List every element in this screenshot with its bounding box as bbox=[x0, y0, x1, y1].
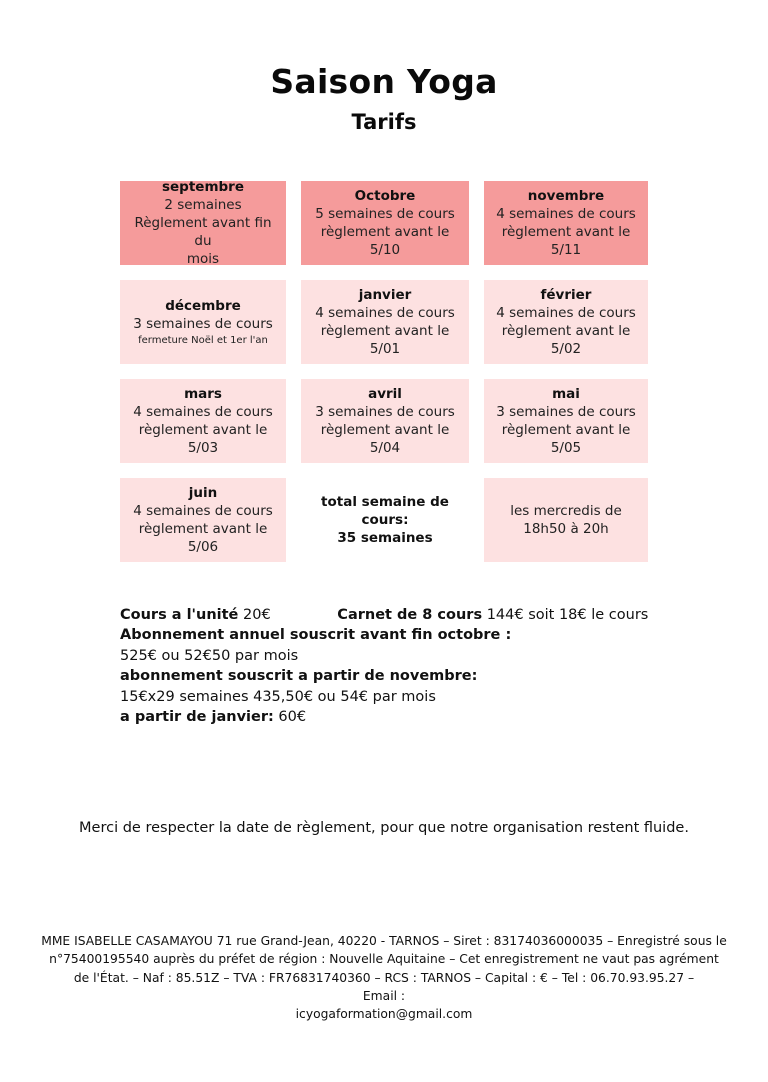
month-name: Octobre bbox=[354, 188, 416, 204]
price-line-november-value bbox=[120, 687, 720, 707]
weeks-count: 4 semaines de cours bbox=[496, 305, 636, 321]
month-card-mars bbox=[120, 379, 286, 463]
month-name: février bbox=[540, 287, 592, 303]
month-card-novembre bbox=[484, 181, 648, 265]
footer-email-label: Email : bbox=[362, 988, 406, 1003]
month-card-fevrier bbox=[484, 280, 648, 364]
footer-line: n°75400195540 auprès du préfet de région : Nouvelle Aquitaine – Cet enregistrement ne vaut pas agrément bbox=[49, 952, 719, 967]
month-card-septembre bbox=[120, 181, 286, 265]
month-card-octobre bbox=[301, 181, 469, 265]
payment-deadline: règlement avant le 5/02 bbox=[501, 323, 631, 357]
payment-deadline: règlement avant le 5/03 bbox=[138, 422, 268, 456]
payment-reminder: Merci de respecter la date de règlement, pour que notre organisation restent fluide. bbox=[79, 820, 689, 836]
closure-note: fermeture Noël et 1er l'an bbox=[138, 334, 268, 346]
payment-deadline-cont: mois bbox=[186, 251, 220, 267]
price-line-unit-carnet bbox=[120, 605, 720, 625]
weeks-count: 3 semaines de cours bbox=[133, 315, 273, 332]
month-name: mars bbox=[184, 386, 222, 402]
carnet-price-label: Carnet de 8 cours bbox=[337, 607, 483, 623]
weeks-count: 5 semaines de cours bbox=[315, 206, 455, 222]
page-title: Saison Yoga bbox=[270, 62, 498, 101]
month-name: décembre bbox=[165, 297, 241, 314]
weeks-count: 3 semaines de cours bbox=[496, 404, 636, 420]
january-price-value: 60€ bbox=[278, 709, 307, 726]
payment-deadline: règlement avant le 5/10 bbox=[320, 224, 450, 258]
annual-subscription-label: Abonnement annuel souscrit avant fin octobre : bbox=[120, 627, 512, 644]
total-label: total semaine de cours: bbox=[321, 494, 449, 528]
weeks-count: 4 semaines de cours bbox=[133, 404, 273, 420]
month-card-mai bbox=[484, 379, 648, 463]
month-name: septembre bbox=[161, 179, 244, 195]
payment-deadline: règlement avant le 5/04 bbox=[320, 422, 450, 456]
november-subscription-value: 15€x29 semaines 435,50€ ou 54€ par mois bbox=[120, 688, 436, 705]
weeks-count: 4 semaines de cours bbox=[496, 206, 636, 222]
january-price-label: a partir de janvier: bbox=[120, 709, 274, 726]
footer-line: de l'État. – Naf : 85.51Z – TVA : FR76831740360 – RCS : TARNOS – Capital : € – Tel : 06.70.93.95.27 – bbox=[73, 970, 695, 985]
weeks-count: 2 semaines bbox=[164, 197, 242, 213]
annual-subscription-value: 525€ ou 52€50 par mois bbox=[120, 647, 299, 664]
tarifs-grid bbox=[120, 181, 648, 562]
unit-price-label: Cours a l'unité bbox=[120, 607, 239, 623]
payment-deadline: règlement avant le 5/01 bbox=[320, 323, 450, 357]
weeks-count: 4 semaines de cours bbox=[133, 503, 273, 519]
weeks-count: 3 semaines de cours bbox=[315, 404, 455, 420]
schedule-card bbox=[484, 478, 648, 562]
payment-deadline: Règlement avant fin du bbox=[134, 215, 272, 249]
footer-email: icyogaformation@gmail.com bbox=[295, 1007, 473, 1022]
payment-deadline: règlement avant le 5/05 bbox=[501, 422, 631, 456]
month-name: janvier bbox=[358, 287, 412, 303]
schedule-time: 18h50 à 20h bbox=[523, 521, 609, 537]
schedule-day: les mercredis de bbox=[510, 503, 622, 519]
month-name: juin bbox=[188, 485, 218, 501]
month-name: avril bbox=[368, 386, 402, 402]
footer-line: MME ISABELLE CASAMAYOU 71 rue Grand-Jean, 40220 - TARNOS – Siret : 83174036000035 – Enregistré sous le bbox=[41, 934, 727, 948]
price-line-january bbox=[120, 707, 720, 727]
month-name: novembre bbox=[527, 188, 605, 204]
month-card-decembre bbox=[120, 280, 286, 364]
month-card-juin bbox=[120, 478, 286, 562]
legal-footer bbox=[24, 932, 744, 1023]
payment-deadline: règlement avant le 5/11 bbox=[501, 224, 631, 258]
month-name: mai bbox=[552, 386, 580, 402]
month-card-avril bbox=[301, 379, 469, 463]
carnet-price-value: 144€ soit 18€ le cours bbox=[486, 607, 649, 623]
month-card-janvier bbox=[301, 280, 469, 364]
price-line-annual-label bbox=[120, 625, 720, 645]
total-value: 35 semaines bbox=[337, 530, 433, 546]
weeks-count: 4 semaines de cours bbox=[315, 305, 455, 321]
page-subtitle: Tarifs bbox=[351, 110, 417, 134]
november-subscription-label: abonnement souscrit a partir de novembre: bbox=[120, 668, 478, 685]
price-line-november-label bbox=[120, 666, 720, 686]
payment-deadline: règlement avant le 5/06 bbox=[138, 521, 268, 555]
price-line-annual-value bbox=[120, 646, 720, 666]
total-weeks-card bbox=[301, 478, 469, 562]
unit-price-value: 20€ bbox=[243, 607, 271, 623]
pricing-section bbox=[120, 605, 720, 727]
